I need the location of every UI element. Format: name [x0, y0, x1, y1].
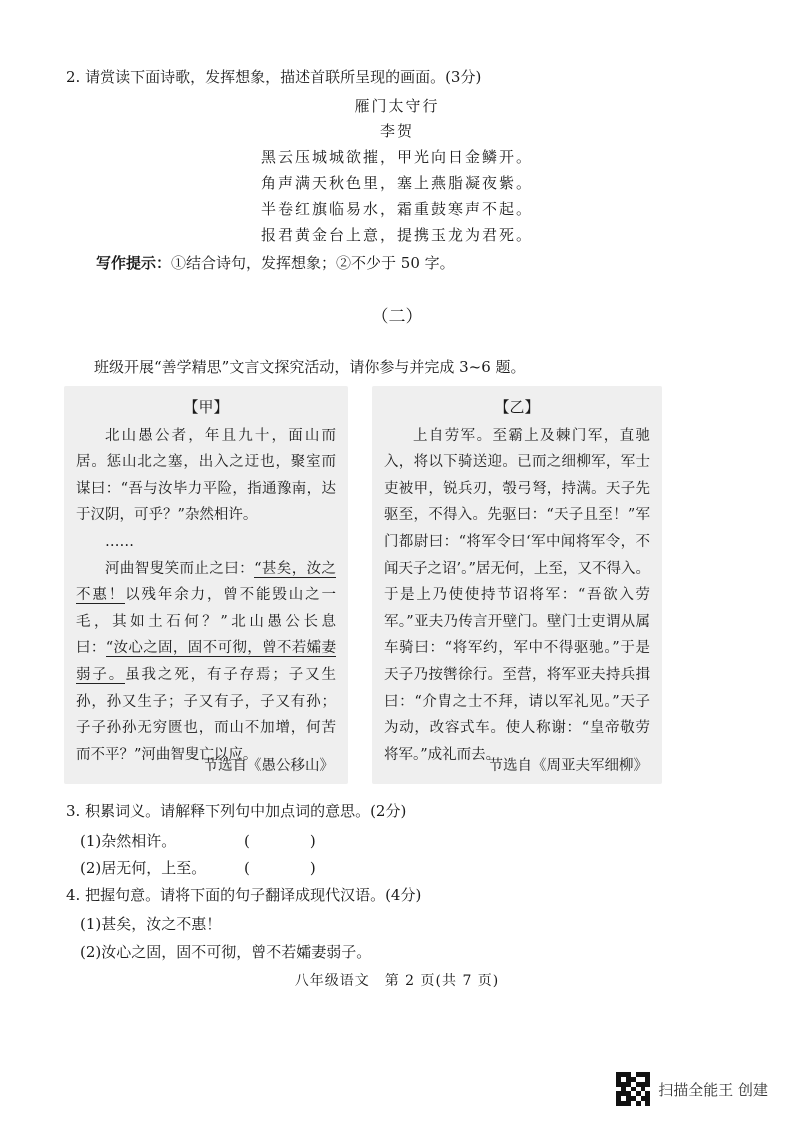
page-footer: 八年级语文 第 2 页(共 7 页) [294, 973, 500, 989]
question-2-prompt: 2. 请赏读下面诗歌，发挥想象，描述首联所呈现的画面。(3分) [66, 68, 482, 86]
watermark-text: 扫描全能王 创建 [658, 1080, 768, 1099]
passage-yi-body [372, 423, 662, 769]
qr-code-icon [616, 1072, 650, 1106]
section-title: （二） [371, 307, 423, 327]
underlined-sentence-1: “甚矣，汝之不惠！ [76, 560, 337, 604]
passage-jia-para2-a: 河曲智叟笑而止之曰： [105, 560, 255, 577]
scanner-watermark [616, 1072, 768, 1106]
question-3-item-1: (1)杂然相许。 [80, 832, 177, 850]
writing-hint-label: 写作提示： [96, 254, 172, 272]
poem-line-2: 角声满天秋色里，塞上燕脂凝夜紫。 [260, 174, 533, 192]
passage-yi-source: 节选自《周亚夫军细柳》 [488, 758, 648, 775]
question-3-item-2: (2)居无何，上至。 [80, 859, 207, 877]
passage-jia-box [64, 386, 348, 784]
passage-jia-para2 [76, 556, 336, 769]
question-3-blank-2: ( ) [244, 859, 316, 877]
question-4-item-2: (2)汝心之固，固不可彻，曾不若孀妻弱子。 [80, 943, 372, 961]
passage-jia-ellipsis: …… [105, 533, 134, 550]
passage-jia-body [64, 423, 348, 769]
poem-line-4: 报君黄金台上意，提携玉龙为君死。 [260, 226, 533, 244]
poem-line-3: 半卷红旗临易水，霜重鼓寒声不起。 [260, 200, 533, 218]
passage-jia-para1: 北山愚公者，年且九十，面山而居。惩山北之塞，出入之迂也，聚室而谋曰：“吾与汝毕力平险，指通豫南，达于汉阴，可乎？”杂然相许。 [76, 427, 336, 524]
poem-line-1: 黑云压城城欲摧，甲光向日金鳞开。 [260, 148, 533, 166]
passage-jia-label: 【甲】 [183, 398, 229, 416]
question-4-prompt: 4. 把握句意。请将下面的句子翻译成现代汉语。(4分) [66, 886, 422, 904]
question-3-blank-1: ( ) [244, 832, 316, 850]
underlined-sentence-2: “汝心之固，固不可彻，曾不若孀妻弱子。 [76, 640, 336, 683]
passage-jia-para2-b: 以残年余力，曾不能毁山之一毛，其如土石何？”北山愚公长息曰： [76, 587, 337, 657]
poem-author: 李贺 [379, 122, 414, 140]
writing-hint [96, 252, 455, 273]
question-4-item-1: (1)甚矣，汝之不惠！ [80, 915, 222, 933]
section-intro: 班级开展“善学精思”文言文探究活动，请你参与并完成 3~6 题。 [94, 358, 526, 376]
passage-yi-text: 上自劳军。至霸上及棘门军，直驰入，将以下骑送迎。已而之细柳军，军士吏被甲，锐兵刃，彀弓弩，持满。天子先驱至，不得入。先驱曰：“天子且至！”军门都尉曰：“将军令曰‘军中闻将军令，不闻天子之诏’。”居无何，上至，又不得入。于是上乃使使持节诏将军：“吾欲入劳军。”亚夫乃传言开壁门。壁门士吏谓从属车骑曰：“将军约，军中不得驱驰。”于是天子乃按辔徐行。至营，将军亚夫持兵揖曰：“介胄之士不拜，请以军礼见。”天子为动，改容式车。使人称谢：“皇帝敬劳将军。”成礼而去。 [384, 427, 650, 763]
passage-jia-source: 节选自《愚公移山》 [203, 758, 334, 775]
question-3-prompt: 3. 积累词义。请解释下列句中加点词的意思。(2分) [66, 802, 407, 820]
passage-yi-box [372, 386, 662, 784]
writing-hint-text: ①结合诗句，发挥想象；②不少于 50 字。 [171, 254, 455, 272]
passage-jia-para2-c: 虽我之死，有子存焉；子又生孙，孙又生子；子又有子，子又有孙；子子孙孙无穷匮也，而山不加增，何苦而不平？”河曲智叟亡以应。 [76, 666, 337, 763]
passage-yi-label: 【乙】 [494, 398, 540, 416]
poem-title: 雁门太守行 [354, 97, 440, 115]
